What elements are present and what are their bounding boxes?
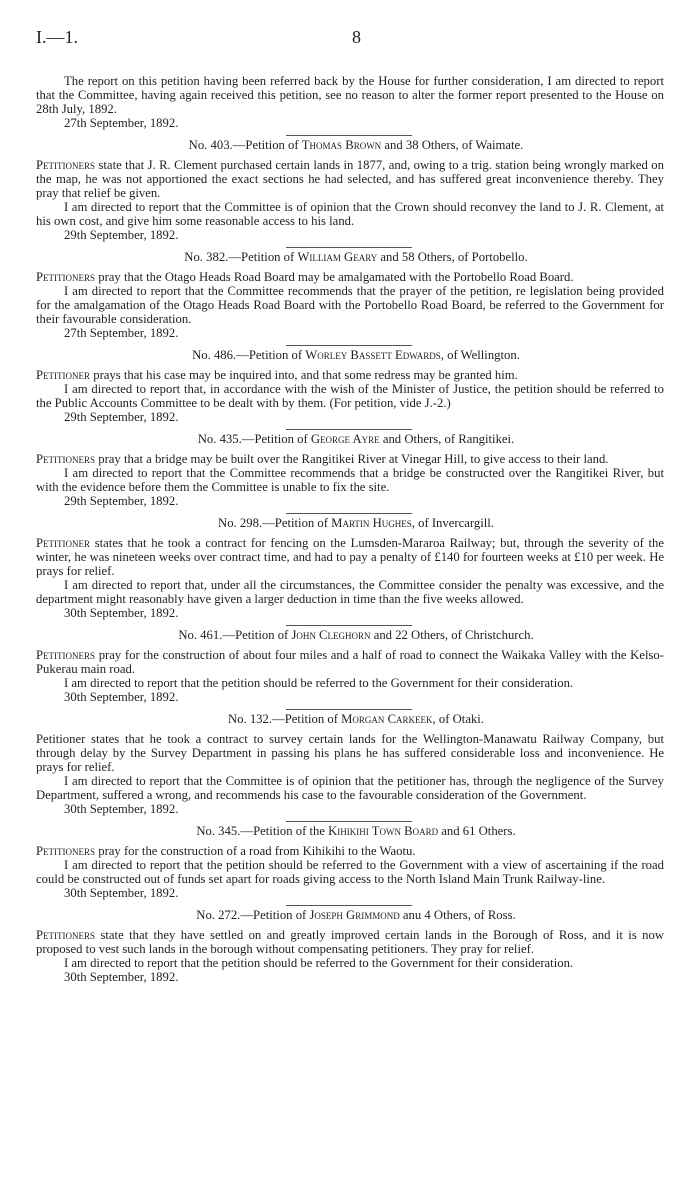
report-date: 29th September, 1892. xyxy=(64,228,179,242)
section-divider xyxy=(286,709,412,710)
petitioner-name: Kihikihi Town Board xyxy=(328,824,439,838)
committee-report: I am directed to report that the Committee recommends that the prayer of the petition, re legislation being provided for the amalgamation of the Otago Heads Road Board with the Portobello Road Board, be referred to the Government for their favourable consideration. xyxy=(36,284,664,326)
petitioner-name: Joseph Grimmond xyxy=(309,908,400,922)
petition-title-prefix: —Petition of xyxy=(232,138,302,152)
intro-date: 27th September, 1892. xyxy=(64,116,179,130)
section-divider xyxy=(286,513,412,514)
petition-lead-word: Petitioner xyxy=(36,368,91,382)
petition-title-prefix: —Petition of xyxy=(241,432,311,446)
petition-statement-text: states that he took a contract for fencing on the Lumsden-Mararoa Railway; but, through the severity of the winter, he was nineteen weeks over contract time, and had to pay a penalty of £140 for fourteen weeks at £10 per week. He prays for relief. xyxy=(36,536,664,578)
petitioner-name: George Ayre xyxy=(310,432,380,446)
petition-title-suffix: and Others, of Rangitikei. xyxy=(379,432,515,446)
petitioner-name: Martin Hughes xyxy=(331,516,412,530)
intro-paragraph: The report on this petition having been referred back by the House for further consideration, I am directed to report that the Committee, having again received this petition, see no reason to alter the former report presented to the House on 28th July, 1892. xyxy=(36,74,664,116)
section-divider xyxy=(286,905,412,906)
page-header xyxy=(36,27,664,54)
petition-list xyxy=(36,135,664,984)
petitioner-name: John Cleghorn xyxy=(291,628,371,642)
petition-statement-text: pray for the construction of a road from Kihikihi to the Waotu. xyxy=(95,844,416,858)
petition-statement-text: state that they have settled on and greatly improved certain lands in the Borough of Ross, and it is now proposed to vest such lands in the borough without compensating petitioners. They pray for relief. xyxy=(36,928,664,956)
petition-title xyxy=(36,348,664,362)
petition-title-suffix: anu 4 Others, of Ross. xyxy=(399,908,516,922)
petition-title xyxy=(36,712,664,726)
report-date: 30th September, 1892. xyxy=(64,690,179,704)
petition-title-prefix: —Petition of xyxy=(272,712,342,726)
report-date: 30th September, 1892. xyxy=(64,606,179,620)
petition-statement-text: prays that his case may be inquired into, and that some redress may be granted him. xyxy=(90,368,518,382)
report-reference: I.—1. xyxy=(36,27,78,47)
petition-title-prefix: —Petition of xyxy=(222,628,292,642)
petition-title-suffix: , of Wellington. xyxy=(440,348,520,362)
petition-number: No. 486. xyxy=(192,348,237,362)
petition-number: No. 272. xyxy=(196,908,241,922)
report-date: 27th September, 1892. xyxy=(64,326,179,340)
section-divider xyxy=(286,345,412,346)
section-divider xyxy=(286,135,412,136)
petition-entry xyxy=(36,824,664,900)
page-number: 8 xyxy=(352,27,361,47)
petition-entry xyxy=(36,628,664,704)
section-divider xyxy=(286,625,412,626)
section-divider xyxy=(286,429,412,430)
committee-report: I am directed to report that the petition should be referred to the Government for their consideration. xyxy=(64,676,574,690)
petition-number: No. 435. xyxy=(197,432,242,446)
petition-entry xyxy=(36,908,664,984)
petition-statement xyxy=(36,368,664,382)
petition-number: No. 382. xyxy=(184,250,229,264)
petition-lead-word: Petitioners xyxy=(36,452,96,466)
petition-title-prefix: —Petition of xyxy=(236,348,306,362)
petition-entry xyxy=(36,712,664,816)
petition-lead-word: Petitioners xyxy=(36,158,96,172)
petition-statement xyxy=(36,536,664,578)
petition-title xyxy=(36,432,664,446)
document-page xyxy=(36,27,664,984)
section-divider xyxy=(286,247,412,248)
petition-entry xyxy=(36,516,664,620)
committee-report: I am directed to report that the petition should be referred to the Government for their consideration. xyxy=(64,956,574,970)
petition-statement xyxy=(36,270,664,284)
petition-statement-text: state that J. R. Clement purchased certain lands in 1877, and, owing to a trig. station being wrongly marked on the map, he was not apportioned the exact sections he had selected, and has suffered great inconvenience thereby. They pray that relief be given. xyxy=(36,158,664,200)
petition-title-suffix: and 58 Others, of Portobello. xyxy=(377,250,528,264)
petition-number: No. 298. xyxy=(218,516,263,530)
report-date: 30th September, 1892. xyxy=(64,886,179,900)
intro-section xyxy=(36,74,664,130)
petition-statement xyxy=(36,452,664,466)
petition-statement xyxy=(36,928,664,956)
petition-title-prefix: —Petition of xyxy=(240,908,310,922)
petition-title xyxy=(36,628,664,642)
petition-title-prefix: —Petition of the xyxy=(240,824,329,838)
committee-report: I am directed to report that the Committee is of opinion that the petitioner has, through the negligence of the Survey Department, suffered a wrong, and recommends his case to the favourable consideration of the Government. xyxy=(36,774,664,802)
petition-title-suffix: , of Otaki. xyxy=(432,712,484,726)
petition-title-suffix: and 38 Others, of Waimate. xyxy=(381,138,524,152)
petition-entry xyxy=(36,250,664,340)
committee-report: I am directed to report that the Committee is of opinion that the Crown should reconvey the land to J. R. Clement, at his own cost, and give him some reasonable access to his land. xyxy=(36,200,664,228)
petition-title-prefix: —Petition of xyxy=(228,250,298,264)
petition-number: No. 461. xyxy=(178,628,223,642)
petition-lead-word: Petitioners xyxy=(36,844,96,858)
petition-statement-text: pray for the construction of about four miles and a half of road to connect the Waikaka Valley with the Kelso-Pukerau main road. xyxy=(36,648,664,676)
petition-title xyxy=(36,908,664,922)
petition-lead-word: Petitioner xyxy=(36,536,91,550)
petition-number: No. 403. xyxy=(188,138,233,152)
petition-title xyxy=(36,250,664,264)
committee-report: I am directed to report that, under all the circumstances, the Committee consider the penalty was excessive, and the department might reasonably have given a larger deduction in time than the five weeks allowed. xyxy=(36,578,664,606)
petition-entry xyxy=(36,138,664,242)
report-date: 29th September, 1892. xyxy=(64,494,179,508)
petition-title-suffix: and 61 Others. xyxy=(438,824,516,838)
petitioner-name: William Geary xyxy=(297,250,378,264)
petition-title xyxy=(36,824,664,838)
section-divider xyxy=(286,821,412,822)
committee-report: I am directed to report that the petition should be referred to the Government with a view of ascertaining if the road could be constructed out of funds set apart for roads giving access to the North Island Main Trunk Railway-line. xyxy=(36,858,664,886)
committee-report: I am directed to report that, in accordance with the wish of the Minister of Justice, the petition should be referred to the Public Accounts Committee to be dealt with by them. (For petition, vide J.-2.) xyxy=(36,382,664,410)
petition-statement-text: pray that the Otago Heads Road Board may be amalgamated with the Portobello Road Board. xyxy=(95,270,574,284)
petition-title xyxy=(36,516,664,530)
petition-statement-text: pray that a bridge may be built over the Rangitikei River at Vinegar Hill, to give access to their land. xyxy=(95,452,609,466)
petition-lead-word: Petitioners xyxy=(36,928,96,942)
petitioner-name: Thomas Brown xyxy=(301,138,382,152)
petition-lead-word: Petitioners xyxy=(36,270,96,284)
petition-entry xyxy=(36,348,664,424)
petition-statement xyxy=(36,732,664,774)
petitioner-name: Morgan Carkeek xyxy=(341,712,433,726)
petition-title-suffix: , of Invercargill. xyxy=(411,516,494,530)
petition-statement xyxy=(36,648,664,676)
report-date: 30th September, 1892. xyxy=(64,970,179,984)
petition-statement-text: Petitioner states that he took a contract to survey certain lands for the Wellington-Manawatu Railway Company, but through delay by the Survey Department in passing his plans he has suffered considerable loss and inconvenience. He prays for relief. xyxy=(36,732,664,774)
petition-number: No. 345. xyxy=(196,824,241,838)
petition-number: No. 132. xyxy=(227,712,273,726)
report-date: 30th September, 1892. xyxy=(64,802,179,816)
petition-statement xyxy=(36,844,664,858)
petition-title-prefix: —Petition of xyxy=(262,516,332,530)
petition-entry xyxy=(36,432,664,508)
committee-report: I am directed to report that the Committee recommends that a bridge be constructed over the Rangitikei River, but with the evidence before them the Committee is unable to fix the site. xyxy=(36,466,664,494)
petition-lead-word: Petitioners xyxy=(36,648,96,662)
petition-title-suffix: and 22 Others, of Christchurch. xyxy=(370,628,534,642)
petition-statement xyxy=(36,158,664,200)
petition-title xyxy=(36,138,664,152)
petitioner-name: Worley Bassett Edwards xyxy=(305,348,441,362)
report-date: 29th September, 1892. xyxy=(64,410,179,424)
